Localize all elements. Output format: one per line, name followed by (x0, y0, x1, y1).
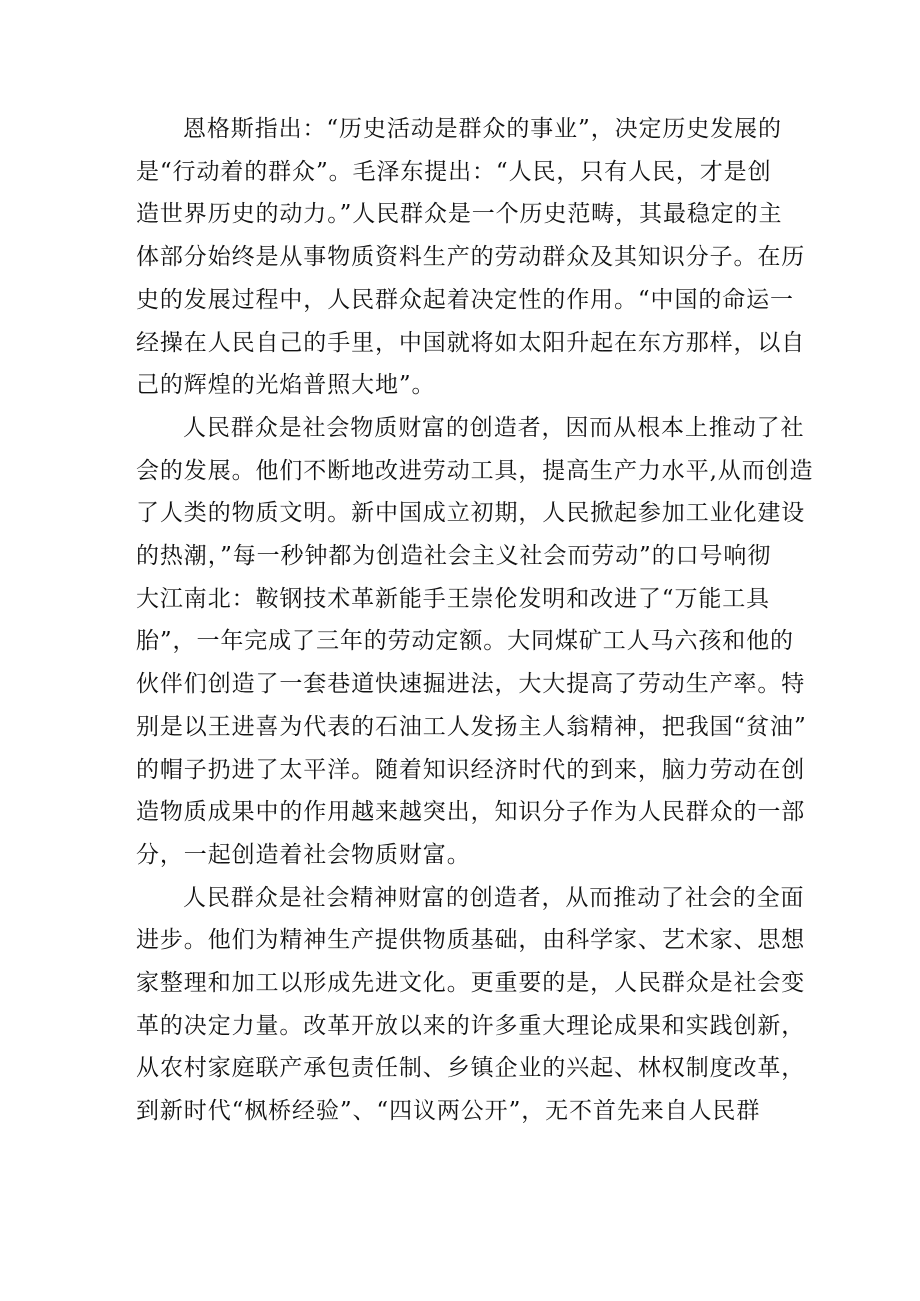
text-line: 造物质成果中的作用越来越突出，知识分子作为人民群众的一部 (136, 799, 806, 826)
text-line: 造世界历史的动力。”人民群众是一个历史范畴，其最稳定的主 (136, 201, 783, 228)
text-line: 了人类的物质文明。新中国成立初期，人民掀起参加工业化建设 (136, 500, 806, 527)
paragraph-3 (136, 877, 806, 1133)
text-line: 经操在人民自己的手里，中国就将如太阳升起在东方那样，以自 (136, 329, 806, 356)
text-line: 家整理和加工以形成先进文化。更重要的是，人民群众是社会变 (136, 970, 806, 997)
text-line: 革的决定力量。改革开放以来的许多重大理论成果和实践创新， (136, 1012, 806, 1039)
text-line: 己的辉煌的光焰普照大地”。 (136, 372, 436, 399)
text-line: 人民群众是社会物质财富的创造者，因而从根本上推动了社 (183, 414, 805, 441)
text-line: 进步。他们为精神生产提供物质基础，由科学家、艺术家、思想 (136, 927, 806, 954)
text-line: 胎”，一年完成了三年的劳动定额。大同煤矿工人马六孩和他的 (136, 628, 794, 655)
paragraph-1 (136, 108, 806, 407)
text-line: 大江南北：鞍钢技术革新能手王崇伦发明和改进了“万能工具 (136, 585, 771, 612)
body-text (136, 108, 814, 1133)
text-line: 伙伴们创造了一套巷道快速掘进法，大大提高了劳动生产率。特 (136, 671, 806, 698)
text-line: 史的发展过程中，人民群众起着决定性的作用。“中国的命运一 (136, 286, 794, 313)
text-line: 是“行动着的群众”。毛泽东提出：“人民，只有人民，才是创 (136, 158, 772, 185)
text-line: 体部分始终是从事物质资料生产的劳动群众及其知识分子。在历 (136, 244, 806, 271)
text-line: 人民群众是社会精神财富的创造者，从而推动了社会的全面 (183, 884, 805, 911)
text-line: 到新时代“枫桥经验”、“四议两公开”，无不首先来自人民群 (136, 1098, 761, 1125)
text-line: 别是以王进喜为代表的石油工人发扬主人翁精神，把我国“贫油” (136, 713, 807, 740)
text-line: 的热潮，”每一秒钟都为创造社会主义社会而劳动”的口号响彻 (136, 543, 772, 570)
text-line: 的帽子扔进了太平洋。随着知识经济时代的到来，脑力劳动在创 (136, 756, 806, 783)
text-line: 会的发展。他们不断地改进劳动工具，提高生产力水平,从而创造 (136, 457, 814, 484)
paragraph-2 (136, 407, 814, 877)
text-line: 从农村家庭联产承包责任制、乡镇企业的兴起、林权制度改革， (136, 1055, 806, 1082)
text-line: 恩格斯指出：“历史活动是群众的事业”，决定历史发展的 (183, 116, 782, 142)
text-line: 分，一起创造着社会物质财富。 (136, 841, 471, 868)
